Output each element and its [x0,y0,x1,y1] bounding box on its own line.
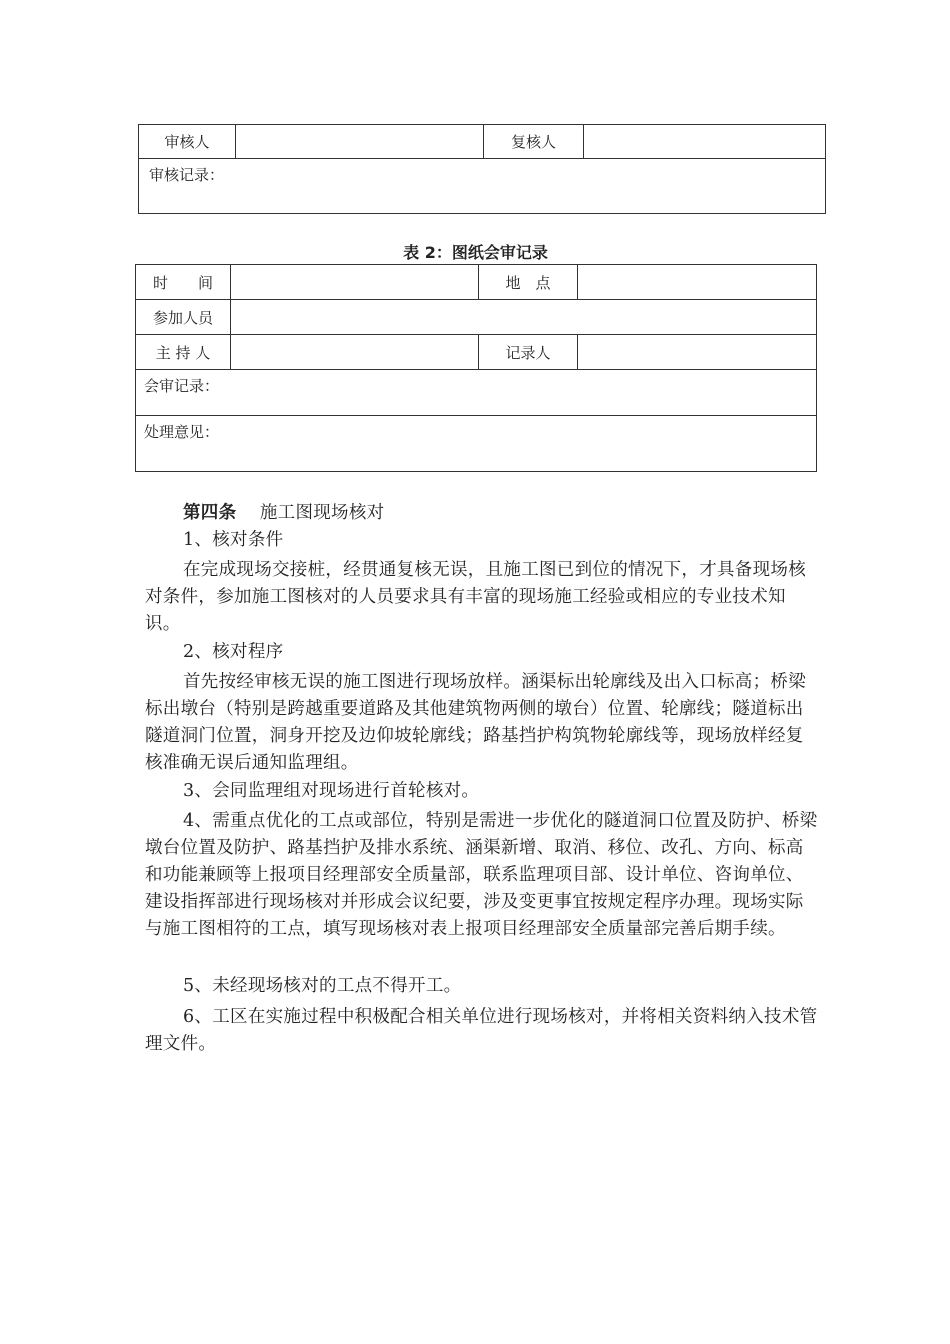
time-label: 时 间 [136,265,231,300]
article-heading [145,500,820,527]
review-record-label: 会审记录： [144,377,220,395]
time-field[interactable] [231,265,479,300]
handling-opinion-label: 处理意见： [144,423,220,441]
article-title: 施工图现场核对 [259,503,385,523]
reviewer-label: 审核人 [139,125,236,159]
section-2-body: 首先按经审核无误的施工图进行现场放样。涵渠标出轮廓线及出入口标高；桥梁标出墩台（特别是跨越重要道路及其他建筑物两侧的墩台）位置、轮廓线；隧道标出隧道洞门位置，洞身开挖及边仰坡轮廓线；路基挡护构筑物轮廓线等，现场放样经复核准确无误后通知监理组。 [145,672,806,773]
participants-label: 参加人员 [136,300,231,335]
participants-field[interactable] [231,300,817,335]
review-record-label: 审核记录： [149,166,225,184]
table2-title: 表 2：图纸会审记录 [403,243,548,262]
section-2-title: 2、核对程序 [183,642,284,662]
reviewer-field[interactable] [236,125,484,159]
recorder-label: 记录人 [479,335,578,370]
recorder-field[interactable] [578,335,817,370]
section-6: 6、工区在实施过程中积极配合相关单位进行现场核对，并将相关资料纳入技术管理文件。 [145,1007,818,1054]
rechecker-field[interactable] [584,125,826,159]
section-3: 3、会同监理组对现场进行首轮核对。 [183,781,480,801]
section-4: 4、需重点优化的工点或部位，特别是需进一步优化的隧道洞口位置及防护、桥梁墩台位置及防护、路基挡护及排水系统、涵渠新增、取消、移位、改孔、方向、标高和功能兼顾等上报项目经理部安全质量部，联系监理项目部、设计单位、咨询单位、建设指挥部进行现场核对并形成会议纪要，涉及变更事宜按规定程序办理。现场实际与施工图相符的工点，填写现场核对表上报项目经理部安全质量部完善后期手续。 [145,811,818,939]
host-field[interactable] [231,335,479,370]
place-field[interactable] [578,265,817,300]
place-label: 地 点 [479,265,578,300]
handling-opinion-cell[interactable] [136,416,817,472]
review-record-cell[interactable] [136,370,817,416]
rechecker-label: 复核人 [484,125,584,159]
drawing-review-table [135,264,817,472]
section-1-body: 在完成现场交接桩，经贯通复核无误，且施工图已到位的情况下，才具备现场核对条件，参加施工图核对的人员要求具有丰富的现场施工经验或相应的专业技术知识。 [145,560,806,634]
host-label: 主 持 人 [136,335,231,370]
section-5: 5、未经现场核对的工点不得开工。 [183,976,462,996]
article-number: 第四条 [183,503,237,523]
review-table [138,124,826,214]
review-record-cell[interactable] [139,159,826,214]
section-1-title: 1、核对条件 [183,530,284,550]
